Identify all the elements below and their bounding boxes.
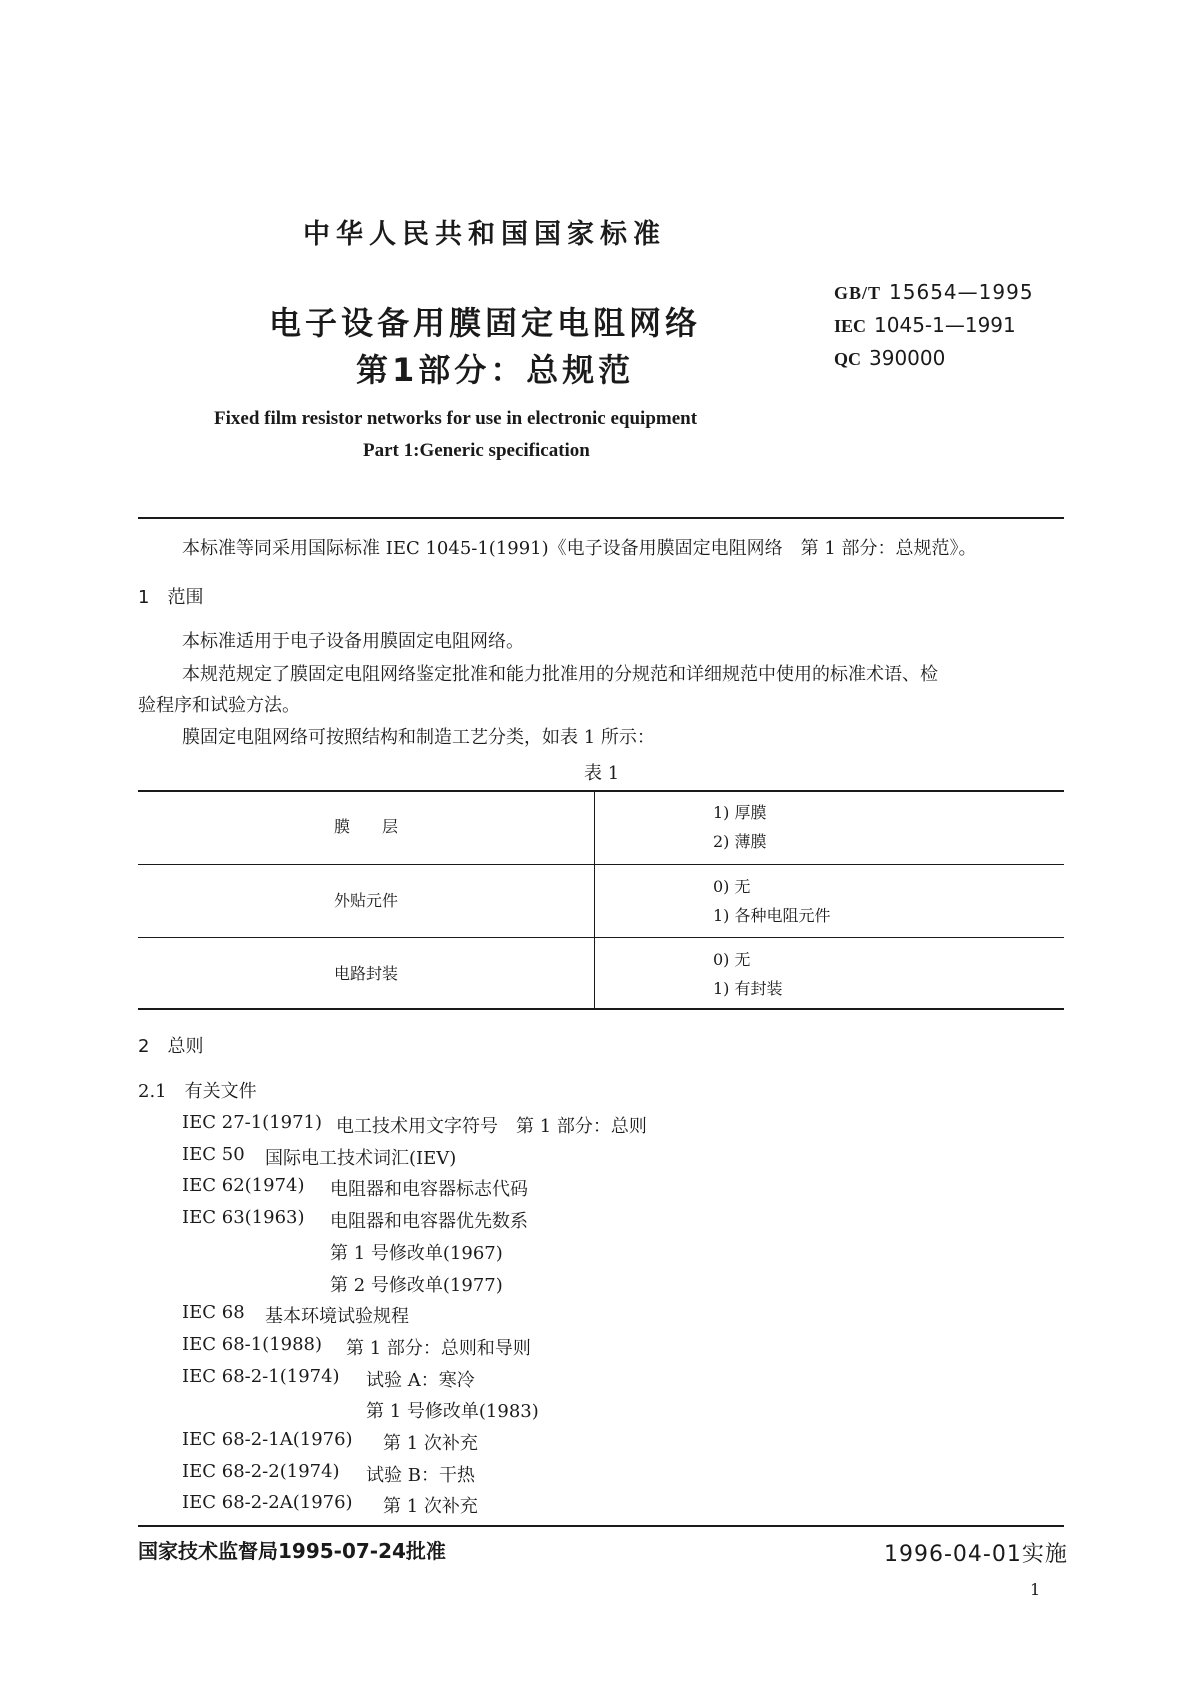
reference-title: 基本环境试验规程 [265, 1306, 409, 1328]
reference-title: 电阻器和电容器标志代码 [330, 1179, 528, 1201]
reference-code: IEC 68-2-1A(1976) [182, 1429, 353, 1450]
standard-code-value: 390000 [869, 346, 946, 370]
reference-title: 试验 B：干热 [366, 1464, 475, 1486]
table-cell-category: 膜 层 [333, 817, 398, 836]
english-subtitle: Part 1:Generic specification [363, 440, 590, 461]
table-option: 1) 有封装 [713, 979, 783, 998]
reference-title: 试验 A：寒冷 [366, 1369, 475, 1391]
table-row [138, 864, 1064, 937]
standard-code-label: QC [834, 349, 861, 369]
reference-code: IEC 62(1974) [182, 1175, 305, 1197]
reference-title: 第 1 次补充 [383, 1433, 478, 1454]
section-1-para-1: 本标准适用于电子设备用膜固定电阻网络。 [182, 631, 524, 652]
table-1 [138, 790, 1064, 1010]
reference-code: IEC 68-2-1(1974) [182, 1365, 340, 1387]
table-option: 0) 无 [713, 877, 751, 896]
standard-code-value: 15654—1995 [889, 280, 1034, 304]
reference-title: 电阻器和电容器优先数系 [330, 1211, 528, 1233]
reference-code: IEC 63(1963) [182, 1207, 305, 1229]
table-row [138, 790, 1064, 864]
reference-code: IEC 68 [182, 1302, 245, 1324]
section-2-1-heading: 2.1 有关文件 [138, 1081, 257, 1102]
table-row [138, 937, 1064, 1009]
table-cell-category: 电路封装 [333, 964, 398, 983]
standard-code-gb [834, 280, 1034, 304]
table-option: 1) 厚膜 [713, 803, 767, 822]
reference-code: IEC 27-1(1971) [182, 1112, 323, 1133]
footer-divider [138, 1525, 1064, 1527]
table-cell-category: 外贴元件 [333, 891, 398, 910]
reference-title: 第 1 号修改单(1983) [366, 1401, 539, 1423]
section-1-para-3: 膜固定电阻网络可按照结构和制造工艺分类，如表 1 所示： [182, 727, 655, 748]
standard-code-iec [834, 313, 1016, 337]
reference-title: 第 1 号修改单(1967) [330, 1242, 503, 1264]
approval-line: 国家技术监督局1995-07-24批准 [138, 1539, 446, 1563]
reference-title: 国际电工技术词汇(IEV) [265, 1147, 457, 1169]
table-option: 0) 无 [713, 950, 751, 969]
reference-title: 第 2 号修改单(1977) [330, 1274, 503, 1296]
reference-title: 第 1 次补充 [383, 1496, 478, 1518]
section-1-para-2: 本规范规定了膜固定电阻网络鉴定批准和能力批准用的分规范和详细规范中使用的标准术语、检 [182, 664, 938, 685]
reference-code: IEC 68-1(1988) [182, 1333, 323, 1355]
reference-title: 电工技术用文字符号 第 1 部分：总则 [336, 1116, 647, 1137]
standard-code-qc [834, 346, 945, 370]
reference-code: IEC 50 [182, 1143, 245, 1165]
section-2-heading: 2 总则 [138, 1036, 204, 1057]
standard-code-value: 1045-1—1991 [874, 313, 1016, 337]
intro-paragraph: 本标准等同采用国际标准 IEC 1045-1(1991)《电子设备用膜固定电阻网络 第 1 部分：总规范》。 [182, 538, 977, 559]
section-1-para-2-cont: 验程序和试验方法。 [138, 695, 300, 716]
section-1-heading: 1 范围 [138, 587, 204, 608]
page-number: 1 [1030, 1580, 1041, 1599]
table-cell-options [713, 798, 767, 856]
effective-date: 1996-04-01实施 [884, 1542, 1068, 1567]
table-cell-options [713, 945, 783, 1003]
table-cell-options [713, 872, 831, 930]
document-title: 电子设备用膜固定电阻网络 [269, 304, 702, 342]
header-divider [138, 517, 1064, 519]
document-subtitle: 第1部分：总规范 [356, 351, 635, 389]
english-title: Fixed film resistor networks for use in electronic equipment [214, 408, 698, 429]
reference-code: IEC 68-2-2A(1976) [182, 1492, 353, 1514]
table-option: 2) 薄膜 [713, 832, 767, 851]
table-option: 1) 各种电阻元件 [713, 906, 831, 925]
standard-code-label: IEC [834, 316, 867, 336]
table-caption: 表 1 [584, 763, 620, 784]
reference-code: IEC 68-2-2(1974) [182, 1460, 340, 1482]
country-title: 中华人民共和国国家标准 [303, 219, 666, 250]
reference-title: 第 1 部分：总则和导则 [346, 1337, 531, 1359]
table-bottom-rule [138, 1008, 1064, 1010]
standard-code-label: GB/T [834, 283, 882, 303]
